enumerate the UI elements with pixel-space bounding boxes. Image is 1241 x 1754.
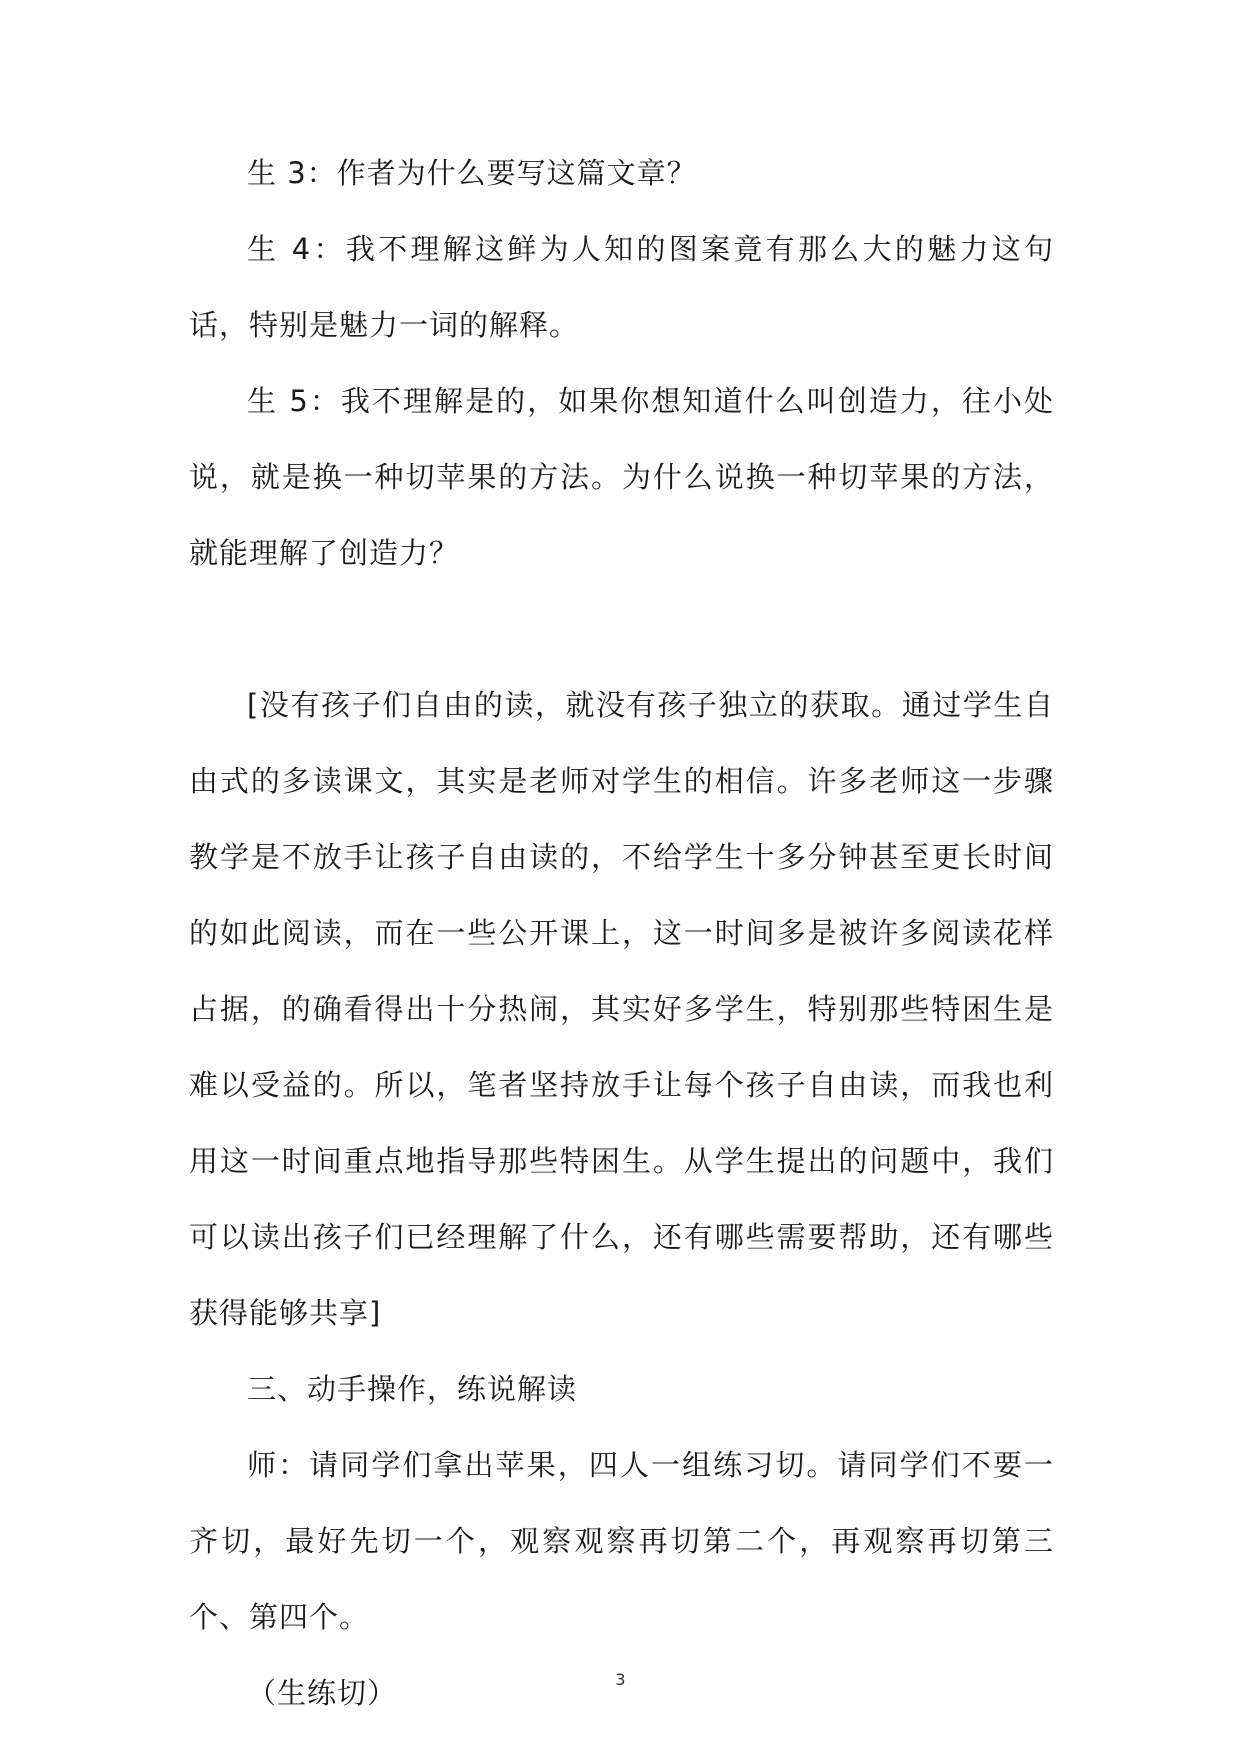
student-3-question: 生 3：作者为什么要写这篇文章？ [247,156,697,190]
student-4-question: 生 4：我不理解这鲜为人知的图案竟有那么大的魅力这句话，特别是魅力一词的解释。 [189,232,1054,342]
teacher-instruction: 师：请同学们拿出苹果，四人一组练习切。请同学们不要一齐切，最好先切一个，观察观察再切第二个，再观察再切第三个、第四个。 [189,1448,1054,1634]
page-number: 3 [615,1670,626,1689]
section-heading: 三、动手操作，练说解读 [247,1372,578,1406]
paragraph-spacer [189,591,1054,667]
student-5-question: 生 5：我不理解是的，如果你想知道什么叫创造力，往小处说，就是换一种切苹果的方法。为什么说换一种切苹果的方法，就能理解了创造力？ [189,384,1054,570]
teaching-commentary: [没有孩子们自由的读，就没有孩子独立的获取。通过学生自由式的多读课文，其实是老师对学生的相信。许多老师这一步骤教学是不放手让孩子自由读的，不给学生十多分钟甚至更长时间的如此阅读，而在一些公开课上，这一时间多是被许多阅读花样占据，的确看得出十分热闹，其实好多学生，特别那些特困生是难以受益的。所以，笔者坚持放手让每个孩子自由读，而我也利用这一时间重点地指导那些特困生。从学生提出的问题中，我们可以读出孩子们已经理解了什么，还有哪些需要帮助，还有哪些获得能够共享] [189,688,1054,1330]
student-action: （生练切） [247,1676,398,1710]
document-body [189,135,1054,1731]
